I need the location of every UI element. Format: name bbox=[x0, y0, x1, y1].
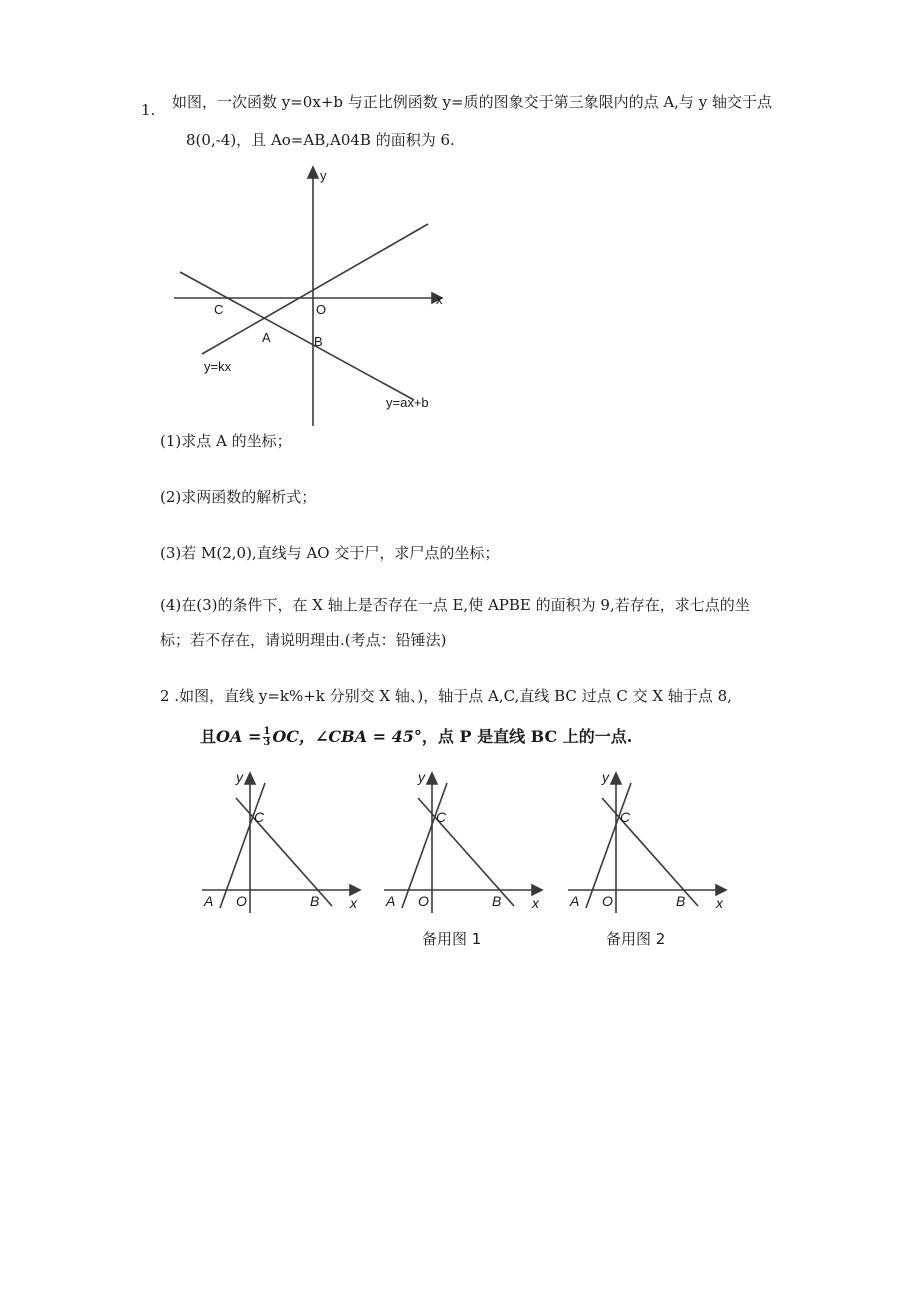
p1-origin-label: O bbox=[316, 302, 327, 317]
problem1-question4-line1: (4)在(3)的条件下，在 X 轴上是否存在一点 E,使 APBE 的面积为 9,若存在，求七点的坐 bbox=[160, 596, 750, 614]
p2f1-x-label: x bbox=[532, 895, 539, 911]
fraction-numerator: 1 bbox=[263, 726, 271, 737]
p2f1-caption: 备用图 1 bbox=[422, 930, 482, 948]
p2f1-a-label: A bbox=[386, 893, 396, 909]
p1-point-a-label: A bbox=[262, 330, 271, 345]
problem1-question4-line2: 标；若不存在，请说明理由.(考点：铅锤法) bbox=[160, 631, 447, 649]
p2f2-o-label: O bbox=[602, 893, 613, 909]
problem2-math-oa: OA = bbox=[216, 727, 262, 746]
problem2-figure-main bbox=[200, 768, 370, 958]
problem1-question2: (2)求两函数的解析式； bbox=[160, 488, 317, 506]
p2f2-c-label: C bbox=[620, 809, 631, 825]
p2f0-b-label: B bbox=[310, 893, 320, 909]
p1-x-label: x bbox=[436, 292, 443, 307]
p2f1-y-label: y bbox=[418, 769, 425, 785]
problem2-math-oc-angle: OC，∠CBA = 45° bbox=[272, 727, 422, 746]
problem1-question3: (3)若 M(2,0),直线与 AO 交于尸，求尸点的坐标； bbox=[160, 544, 500, 562]
problem2-fraction bbox=[263, 727, 270, 748]
p2f2-b-label: B bbox=[676, 893, 686, 909]
problem2-statement-line2 bbox=[200, 727, 632, 748]
problem2-suffix: ，点 P 是直线 BC 上的一点. bbox=[421, 727, 633, 746]
problem2-statement-line1: 2 .如图，直线 y=k%+k 分别交 X 轴、)，轴于点 A,C,直线 BC 过点 C 交 X 轴于点 8, bbox=[160, 687, 732, 705]
p2f0-y-label: y bbox=[236, 769, 243, 785]
p2f0-c-label: C bbox=[254, 809, 265, 825]
problem2-figure-spare2 bbox=[566, 768, 736, 958]
p1-line-ab bbox=[180, 272, 414, 400]
p2f0-o-label: O bbox=[236, 893, 247, 909]
problem1-statement-line1: 如图，一次函数 y=0x+b 与正比例函数 y=质的图象交于第三象限内的点 A,与 y 轴交于点 bbox=[172, 93, 772, 111]
p2f0-a-label: A bbox=[204, 893, 214, 909]
p1-point-b-label: B bbox=[314, 334, 323, 349]
p2f2-y-label: y bbox=[602, 769, 609, 785]
p1-line-ab-label: y=ax+b bbox=[386, 395, 429, 410]
p2f1-c-label: C bbox=[436, 809, 447, 825]
problem1-figure bbox=[170, 162, 460, 432]
problem1-question1: (1)求点 A 的坐标； bbox=[160, 432, 292, 450]
p2f1-b-label: B bbox=[492, 893, 502, 909]
p2f0-x-label: x bbox=[350, 895, 357, 911]
p2f1-o-label: O bbox=[418, 893, 429, 909]
fraction-denominator: 3 bbox=[263, 737, 271, 748]
p2f2-caption: 备用图 2 bbox=[606, 930, 666, 948]
problem1-statement-line2: 8(0,-4)，且 Ao=AB,A04B 的面积为 6. bbox=[186, 131, 455, 149]
p1-y-arrow bbox=[308, 167, 318, 178]
problem1-number: 1. bbox=[141, 101, 156, 119]
p2f2-a-label: A bbox=[570, 893, 580, 909]
p1-y-label: y bbox=[320, 168, 327, 183]
problem2-figure-spare1 bbox=[382, 768, 552, 958]
problem2-prefix: 且 bbox=[200, 727, 217, 746]
p1-point-c-label: C bbox=[214, 302, 224, 317]
p1-line-kx-label: y=kx bbox=[204, 359, 232, 374]
p2f2-x-label: x bbox=[716, 895, 723, 911]
